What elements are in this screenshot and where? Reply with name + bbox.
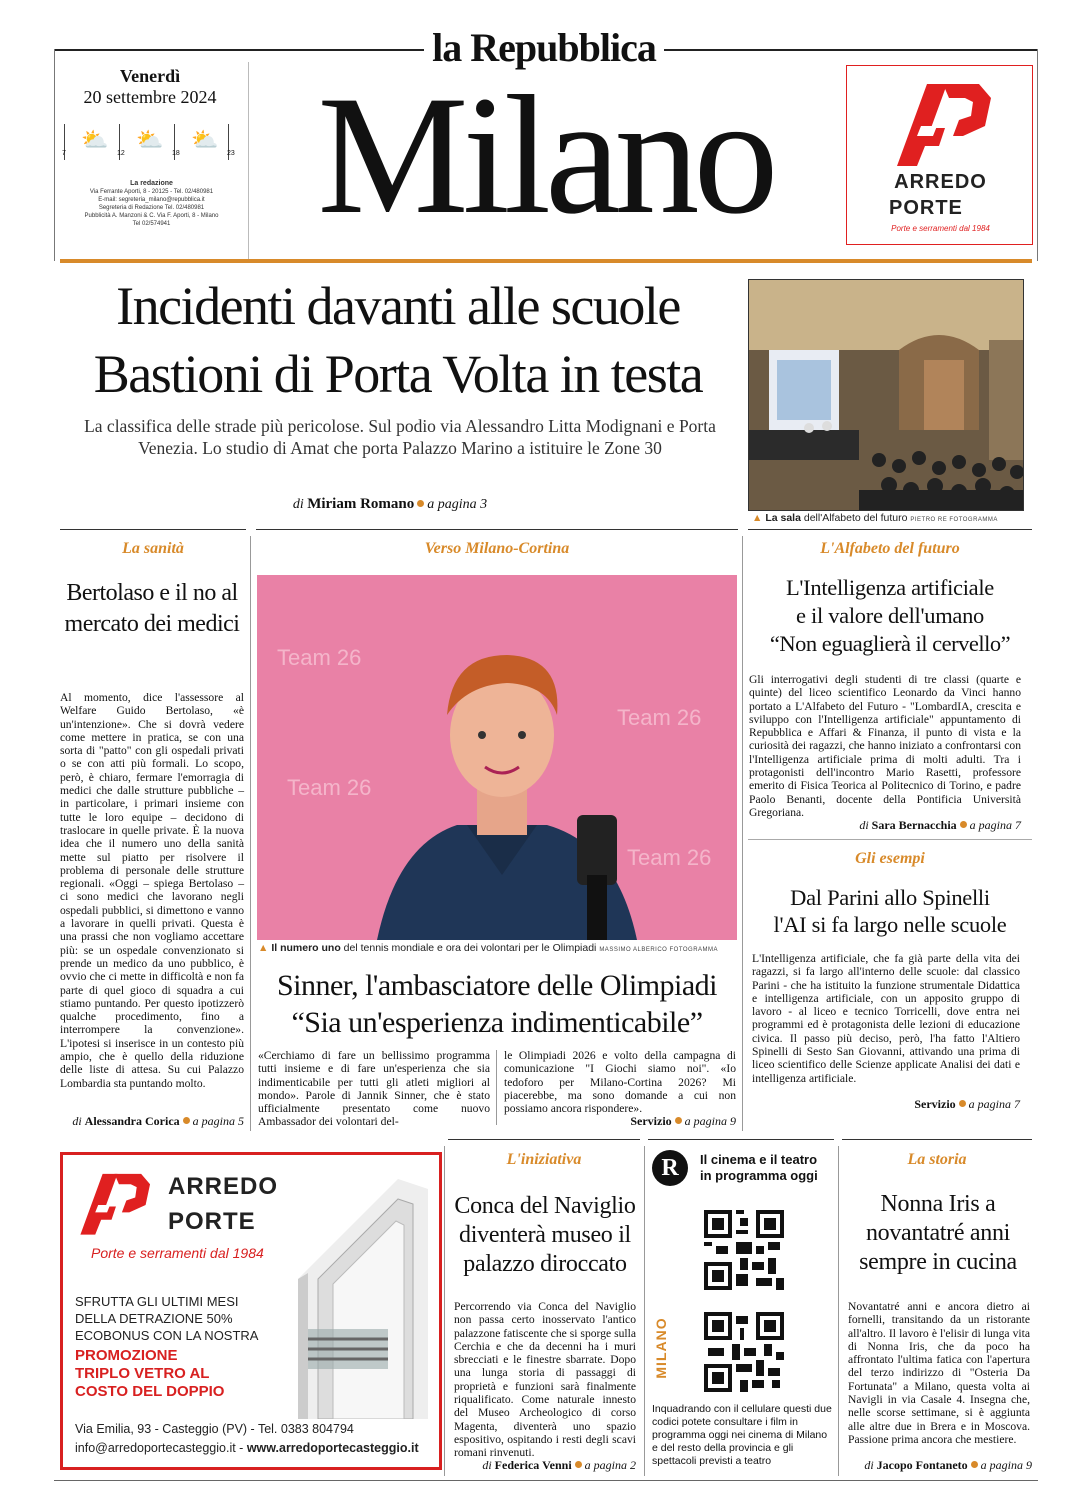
byline-page: a pagina 9 (980, 1458, 1032, 1472)
iniziativa-kicker: L'iniziativa (506, 1151, 582, 1168)
ad-tagline: Porte e serramenti dal 1984 (91, 1245, 264, 1261)
redazione-line: Segreteria di Redazione Tel. 02/480981 (98, 205, 205, 211)
caption-triangle-icon: ▲ (752, 512, 763, 524)
byline-page: a pagina 2 (584, 1458, 636, 1472)
alfabeto-headline-3[interactable]: “Non eguaglierà il cervello” (769, 631, 1011, 656)
iniziativa-body: Percorrendo via Conca del Naviglio non passa certo inosservato l'antico palazzone fatiscente che si sporge sulla Cerchia e che da decenni ha i muri sbrecciati e le finestre sbarrate. Dopo una lunga storia di passaggi di proprietà e funzioni sarà finalmente riqualificato. Come naturale innesto del Museo Archeologico di corso Magenta, diventerà uno spazio espositivo, ospitando i resti degli scavi romani rinvenuti. (454, 1300, 636, 1460)
byline-prefix: di (859, 818, 869, 832)
alfabeto-body: Gli interrogativi degli studenti di tre classi (quarte e quinte) del liceo scientifico Leonardo da Vinci hanno portato a L'Alfabeto del Futuro - "LombardIA, crescita e sviluppo con l'Intelligenza artificiale" appuntamento di Repubblica e Affari & Finanza, il punto di vista e la curiosità dei ragazzi, che hanno iniziato a confrontarsi con l'Intelligenza artificiale prima di molti adulti. Tra i protagonisti dell'incontro Mario Rasetti, professore emerito di Fisica Teorica al Politecnico di Torino, e padre Paolo Benanti, docente della Pontificia Università Gregoriana. (749, 673, 1021, 819)
byline-author: Federica Venni (494, 1458, 572, 1472)
promo-red-line: PROMOZIONE (75, 1347, 178, 1364)
caption-text: dell'Alfabeto del futuro (800, 512, 908, 524)
sinner-byline (504, 1114, 736, 1129)
esempi-headline-2[interactable]: l'AI si fa largo nelle scuole (773, 912, 1007, 937)
promo-line: SFRUTTA GLI ULTIMI MESI (75, 1294, 239, 1309)
alfabeto-headline-1[interactable]: L'Intelligenza artificiale (785, 575, 994, 600)
weather-slot (172, 124, 235, 160)
lead-summary: La classifica delle strade più pericolose. Sul podio via Alessandro Litta Modignani e Porta Venezia. Lo studio di Amat che porta Palazzo Marino a istituire le Zone 30 (84, 416, 716, 458)
svg-text:Team 26: Team 26 (627, 845, 712, 870)
esempi-kicker: Gli esempi (855, 850, 925, 867)
ad-line2: PORTE (168, 1208, 256, 1235)
weather-slot (64, 124, 119, 160)
storia-body: Novantatré anni e ancora dietro ai fornelli, transitando da un ristorante all'altro. Il lavoro è l'elisir di lunga vita di Nonna Iris, che da poco ha affrontato l'ultima fatica con l'apertura del terzo indirizzo di "Osteria Da Fortunata" a Milano, questa volta ai Navigli in via Casale 4. Insegna che, nelle scorse settimane, si è aggiunta alle altre due in Brera e in Moscova. Passione prima ancora che mestiere. (848, 1300, 1030, 1446)
byline-prefix: di (482, 1458, 492, 1472)
byline-page: a pagina 9 (684, 1114, 736, 1128)
ad-line1: ARREDO (168, 1173, 279, 1200)
ad-line2: PORTE (889, 197, 963, 219)
esempi-body: L'Intelligenza artificiale, che fa già parte della vita dei ragazzi, si fa largo all'interno delle scuole: dal classico Parini - che ha istituito la funzione strumentale Didattica e intelligenza artificiale, con un apposito gruppo di lavoro - al liceo e tecnico Torricelli, dove entra nei programmi ed è protagonista delle lezioni di educazione civica. Il passo più deciso, però, l'ha fatto l'Altiero Spinelli di Sesto San Giovanni, attivando una prima di liceo scientifico delle Scienze applicate Analisi dei dati e intelligenza artificiale. (752, 952, 1020, 1085)
byline-page: a pagina 5 (192, 1114, 244, 1128)
iniziativa-headline[interactable]: Conca del Naviglio diventerà museo il palazzo diroccato (454, 1193, 636, 1277)
storia-kicker: La storia (907, 1151, 967, 1168)
byline-author: Alessandra Corica (84, 1114, 180, 1128)
byline-page: a pagina 7 (969, 818, 1021, 832)
weather-temp: 7 (62, 150, 66, 157)
byline-page: a pagina 7 (968, 1097, 1020, 1111)
caption-triangle-icon: ▲ (258, 942, 269, 954)
cinema-body: Inquadrando con il cellulare questi due codici potete consultare i film in programma oggi nei cinema di Milano e del resto della provincia e gli spettacoli previsti a teatro (652, 1403, 832, 1467)
ad-promo (75, 1293, 258, 1344)
ad-line1: ARREDO (894, 171, 987, 193)
promo-red-line: COSTO DEL DOPPIO (75, 1383, 225, 1400)
sinner-body-col1: «Cerchiamo di fare un bellissimo programma tutti insieme e di fare un'esperienza che sia indimenticabile per tutti gli atleti migliori al mondo». Parole di Jannik Sinner, che è stato ufficialmente presentato come nuovo Ambassador dei volontari del- (258, 1049, 490, 1129)
lead-headline-2[interactable]: Bastioni di Porta Volta in testa (93, 344, 703, 404)
sanita-kicker: La sanità (122, 540, 184, 557)
iniziativa-byline (450, 1458, 636, 1473)
redazione-line: E-mail: segreteria_milano@repubblica.it (98, 197, 205, 203)
photo-alfabeto-sala (748, 279, 1024, 511)
byline-author: Miriam Romano (307, 496, 415, 512)
byline-author: Servizio (914, 1097, 956, 1111)
promo-red-line: TRIPLO VETRO AL (75, 1365, 210, 1382)
partly-cloudy-icon: ⛅ (191, 128, 219, 153)
cinema-title-line: Il cinema e il teatro (700, 1152, 818, 1167)
photo-credit: PIETRO RE FOTOGRAMMA (910, 517, 998, 523)
sinner-kicker: Verso Milano-Cortina (424, 540, 570, 557)
byline-author: Jacopo Fontaneto (876, 1458, 968, 1472)
repubblica-r-icon: R (652, 1150, 688, 1186)
ad-contacts (75, 1441, 419, 1455)
svg-text:Team 26: Team 26 (277, 645, 362, 670)
weather-temp: 12 (117, 150, 125, 157)
byline-prefix: di (72, 1114, 82, 1128)
photo-credit: MASSIMO ALBERICO FOTOGRAMMA (599, 947, 719, 953)
storia-headline[interactable]: Nonna Iris a novantatré anni sempre in cucina (859, 1191, 1017, 1275)
photo-sinner-caption (258, 942, 738, 954)
edition-title: Milano (317, 61, 773, 249)
alfabeto-kicker: L'Alfabeto del futuro (820, 540, 960, 557)
ad-address: Via Emilia, 93 - Casteggio (PV) - Tel. 0383 804794 (75, 1422, 354, 1436)
sanita-byline (60, 1114, 244, 1129)
ad-email[interactable]: info@arredoportecasteggio.it (75, 1441, 236, 1455)
redazione-line: Tel 02/574941 (132, 221, 171, 227)
alfabeto-headline-2[interactable]: e il valore dell'umano (795, 603, 984, 628)
date-full: 20 settembre 2024 (83, 87, 217, 107)
qr-code-cinema[interactable] (704, 1210, 784, 1290)
ap-logo-icon (887, 76, 995, 168)
ad-arredo-porte-bottom[interactable] (60, 1152, 442, 1470)
byline-author: Servizio (630, 1114, 672, 1128)
sinner-body-col2: le Olimpiadi 2026 e volto della campagna di comunicazione "I Giochi siamo noi". «Io tedoforo per Milano-Cortina 2026? Mi piacerebbe, ma sono domande a cui non possiamo ancora rispondere». (504, 1049, 736, 1116)
byline-page: a pagina 3 (427, 497, 488, 512)
alfabeto-byline (749, 818, 1021, 833)
ap-logo-icon (73, 1165, 153, 1239)
ad-promo-red (75, 1347, 224, 1401)
redazione-line: Pubblicità A. Manzoni & C. Via F. Aporti, 8 - Milano (84, 213, 219, 219)
caption-bold: Il numero uno (271, 942, 341, 954)
byline-author: Sara Bernacchia (871, 818, 957, 832)
weather-slot (119, 124, 174, 160)
ad-sep: - (235, 1441, 247, 1455)
brand-name: la Repubblica (432, 25, 656, 70)
byline-prefix: di (292, 497, 304, 512)
qr-code-teatro[interactable] (704, 1312, 784, 1392)
ad-website[interactable]: www.arredoportecasteggio.it (246, 1441, 419, 1455)
cinema-side-label: MILANO (653, 1317, 669, 1379)
svg-text:Team 26: Team 26 (617, 705, 702, 730)
storia-byline (842, 1458, 1032, 1473)
caption-text: del tennis mondiale e ora dei volontari per le Olimpiadi (340, 942, 597, 954)
svg-text:Team 26: Team 26 (287, 775, 372, 800)
photo-sinner (257, 575, 737, 940)
redazione-line: Via Ferrante Aporti, 8 - 20125 - Tel. 02/480981 (89, 189, 214, 195)
window-frame-image (278, 1169, 428, 1419)
redazione-box (64, 180, 239, 228)
redazione-title: La redazione (130, 180, 173, 187)
photo-alfabeto-caption (752, 512, 1027, 524)
partly-cloudy-icon: ⛅ (81, 128, 109, 153)
sinner-headline-2[interactable]: “Sia un'esperienza indimenticabile” (291, 1006, 703, 1039)
promo-line: DELLA DETRAZIONE 50% (75, 1311, 233, 1326)
lead-byline (270, 496, 510, 513)
cinema-title-line: in programma oggi (700, 1168, 818, 1183)
weather-strip (64, 124, 244, 160)
lead-headline-1[interactable]: Incidenti davanti alle scuole (116, 276, 680, 336)
sanita-headline[interactable]: Bertolaso e il no al mercato dei medici (64, 580, 240, 637)
esempi-byline (752, 1097, 1020, 1112)
caption-bold: La sala (765, 512, 801, 524)
weather-temp: 18 (172, 150, 180, 157)
ad-tagline: Porte e serramenti dal 1984 (891, 224, 990, 233)
ad-arredo-porte-top[interactable] (846, 65, 1033, 245)
byline-prefix: di (864, 1458, 874, 1472)
esempi-headline-1[interactable]: Dal Parini allo Spinelli (790, 885, 990, 910)
partly-cloudy-icon: ⛅ (136, 128, 164, 153)
date-weekday: Venerdì (119, 66, 181, 86)
weather-temp: 23 (227, 150, 235, 157)
cinema-title (700, 1152, 835, 1184)
sanita-body: Al momento, dice l'assessore al Welfare Guido Bertolaso, «è un'intenzione». Che si dovrà vedere come mettere in pratica, se con una sorta di "patto" con gli ospedali privati o se con atti più formali. Lo scopo, però, è chiaro, fermare l'emorragia di medici che dalle strutture pubbliche – in particolare, i primari insieme con tutte le loro equipe – decidono di traslocare in quelle private. È la nuova idea che il numero uno della sanità mette sul piatto per risolvere il problema di personale delle strutture regionali. «Oggi – spiega Bertolaso – ci sono medici che lavorano negli ospedali pubblici, si dimettono e vanno a lavorare in quelli privati. Questa è una prassi che non vogliamo accettare più: se un ospedale convenzionato si prende un medico da uno pubblico, è ovvio che ci mette in difficoltà e non fa parte di quel gioco di squadra a cui stiamo puntando. Per questo ipotizzerò qualche procedimento, fino a interrompere la convenzione». L'ipotesi si inserisce in un contesto più ampio, che è quello della riduzione delle liste di attesa. Su cui Palazzo Lombardia sta puntando molto. (60, 691, 244, 1090)
promo-line: ECOBONUS CON LA NOSTRA (75, 1328, 259, 1343)
sinner-headline-1[interactable]: Sinner, l'ambasciatore delle Olimpiadi (276, 969, 718, 1002)
